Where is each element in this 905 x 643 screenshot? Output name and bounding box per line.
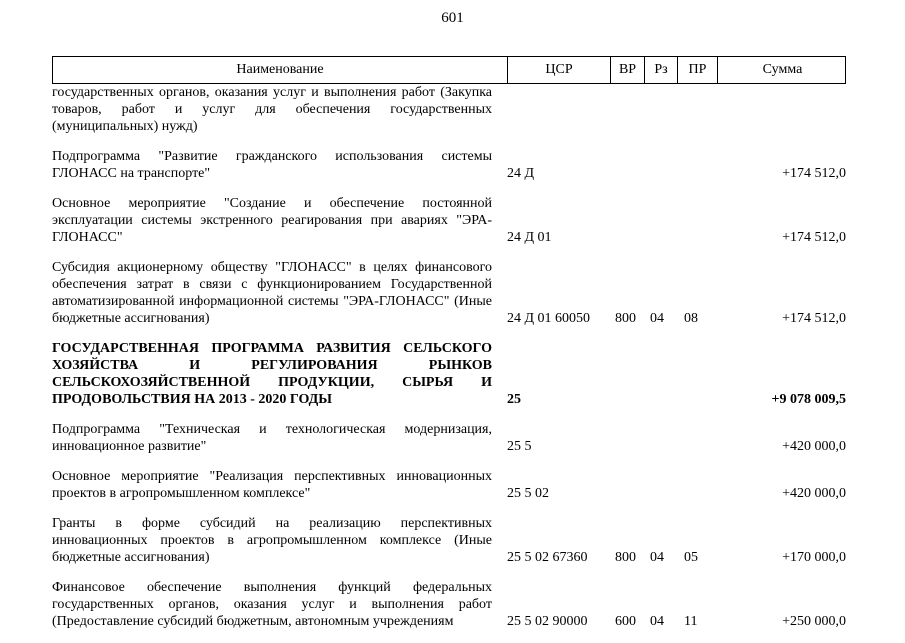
table-row [52,340,852,408]
table-row [52,84,852,135]
row-pr: 11 [684,614,698,629]
row-name: Подпрограмма "Развитие гражданского использования системы ГЛОНАСС на транспорте" [52,149,492,181]
page-number: 601 [441,10,464,26]
row-vr: 800 [615,550,636,565]
header-pr: ПР [678,57,718,83]
row-name: ГОСУДАРСТВЕННАЯ ПРОГРАММА РАЗВИТИЯ СЕЛЬСКОГО ХОЗЯЙСТВА И РЕГУЛИРОВАНИЯ РЫНКОВ СЕЛЬСКОХОЗЯЙСТВЕННОЙ ПРОДУКЦИИ, СЫРЬЯ И ПРОДОВОЛЬСТВИЯ НА 2013 - 2020 ГОДЫ [52,341,492,407]
row-csr: 25 5 02 67360 [507,550,588,565]
table-row [52,579,852,630]
row-name: Субсидия акционерному обществу "ГЛОНАСС" в целях финансового обеспечения затрат в связи с функционированием Государственной автоматизированной информационной системы "ЭРА-ГЛОНАСС" (Иные бюджетные ассигнования) [52,260,492,326]
row-rz: 04 [650,311,664,326]
row-csr: 25 [507,392,521,407]
table-row [52,259,852,327]
row-vr: 800 [615,311,636,326]
row-name: Финансовое обеспечение выполнения функций федеральных государственных органов, оказания услуг и выполнения работ (Предоставление субсидий бюджетным, автономным учреждениям [52,580,492,629]
row-name: Основное мероприятие "Реализация перспективных инновационных проектов в агропромышленном комплексе" [52,469,492,501]
row-sum: +9 078 009,5 [771,392,846,407]
row-csr: 24 Д 01 60050 [507,311,591,326]
row-sum: +420 000,0 [782,439,846,454]
row-sum: +174 512,0 [782,166,846,181]
row-sum: +420 000,0 [782,486,846,501]
row-name: Гранты в форме субсидий на реализацию перспективных инновационных проектов в агропромышленном комплексе (Иные бюджетные ассигнования) [52,516,492,565]
row-sum: +170 000,0 [782,550,846,565]
row-name: государственных органов, оказания услуг и выполнения работ (Закупка товаров, работ и услуг для обеспечения государственных (муниципальных) нужд) [52,85,492,134]
table-body [52,84,852,643]
table-row [52,468,852,502]
row-csr: 24 Д [507,166,535,181]
table-row [52,421,852,455]
row-sum: +174 512,0 [782,230,846,245]
table-row [52,515,852,566]
row-pr: 08 [684,311,698,326]
table-row [52,195,852,246]
row-name: Основное мероприятие "Создание и обеспечение постоянной эксплуатации системы экстренного реагирования при авариях "ЭРА-ГЛОНАСС" [52,196,492,245]
header-csr: ЦСР [508,57,611,83]
row-csr: 25 5 02 90000 [507,614,588,629]
table-row [52,148,852,182]
row-vr: 600 [615,614,636,629]
table-header [52,56,846,84]
header-sum: Сумма [762,62,803,77]
row-pr: 05 [684,550,698,565]
row-csr: 25 5 02 [507,486,549,501]
header-vr: ВР [611,57,645,83]
row-name: Подпрограмма "Техническая и технологическая модернизация, инновационное развитие" [52,422,492,454]
row-csr: 24 Д 01 [507,230,552,245]
row-rz: 04 [650,614,664,629]
row-csr: 25 5 [507,439,532,454]
header-name: Наименование [53,57,508,83]
header-rz: Рз [645,57,678,83]
row-sum: +250 000,0 [782,614,846,629]
row-sum: +174 512,0 [782,311,846,326]
row-rz: 04 [650,550,664,565]
